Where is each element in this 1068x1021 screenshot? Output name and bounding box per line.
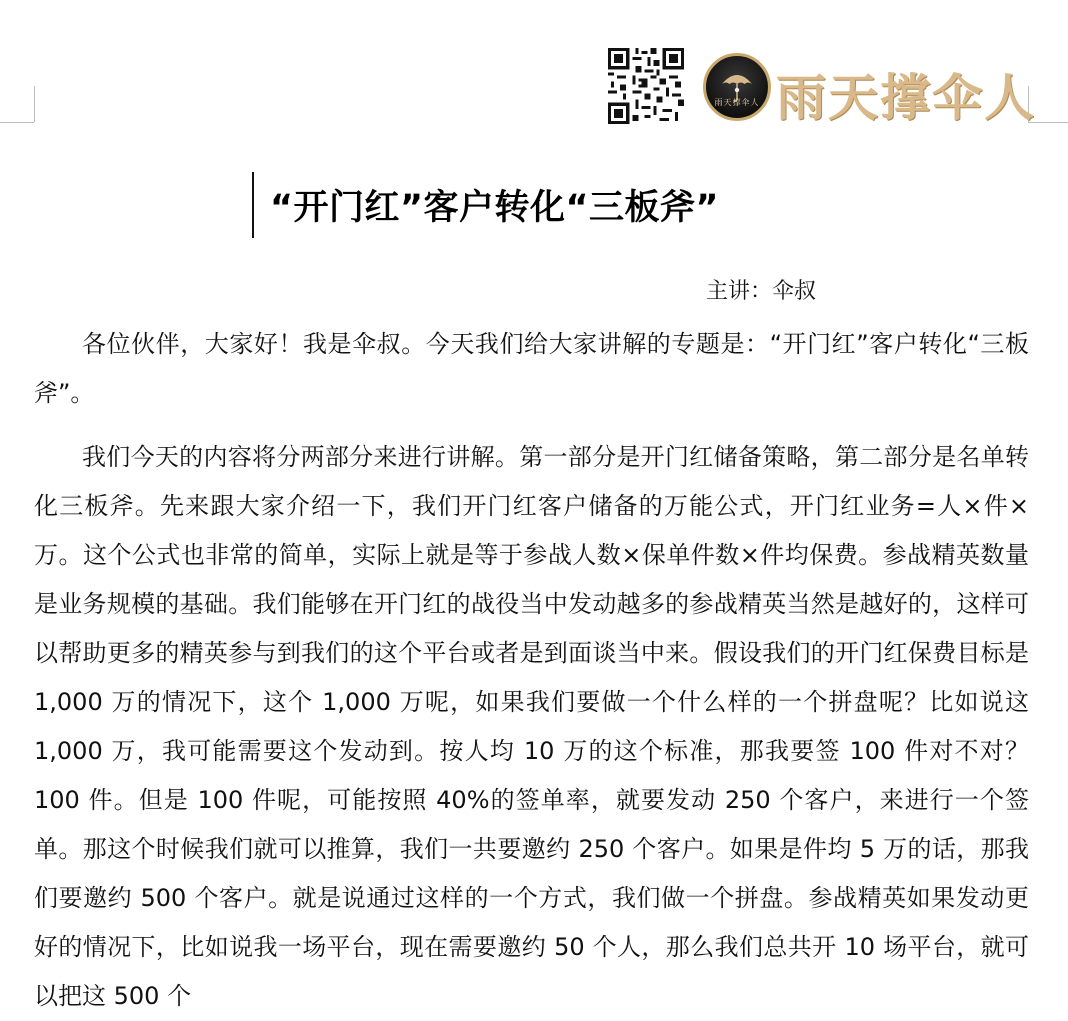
speaker-line: 主讲：伞叔 [706, 279, 817, 304]
paragraph-intro: 各位伙伴，大家好！我是伞叔。今天我们给大家讲解的专题是：“开门红”客户转化“三板斧”。 [34, 330, 1029, 407]
crop-mark-top-left-v [34, 86, 35, 122]
qr-code-icon [608, 48, 684, 124]
crop-mark-top-left-h [0, 122, 34, 123]
paragraph-body: 我们今天的内容将分两部分来进行讲解。第一部分是开门红储备策略，第二部分是名单转化三板斧。先来跟大家介绍一下，我们开门红客户储备的万能公式，开门红业务=人×件×万。这个公式也非常的简单，实际上就是等于参战人数×保单件数×件均保费。参战精英数量是业务规模的基础。我们能够在开门红的战役当中发动越多的参战精英当然是越好的，这样可以帮助更多的精英参与到我们的这个平台或者是到面谈当中来。假设我们的开门红保费目标是1,000 万的情况下，这个 1,000 万呢，如果我们要做一个什么样的一个拼盘呢？比如说这 1,000 万，我可能需要这个发动到。按人均 10 万的这个标准，那我要签 100 件对不对？100 件。但是 100 件呢，可能按照 40%的签单率，就要发动 250 个客户，来进行一个签单。那这个时候我们就可以推算，我们一共要邀约 250 个客户。如果是件均 5 万的话，那我们要邀约 500 个客户。就是说通过这样的一个方式，我们做一个拼盘。参战精英如果发动更好的情况下，比如说我一场平台，现在需要邀约 50 个人，那么我们总共开 10 场平台，就可以把这 500 个 [34, 443, 1029, 1010]
brand-logo [703, 53, 771, 121]
document-title: “开门红”客户转化“三板斧” [270, 188, 720, 228]
title-left-bar [252, 172, 254, 238]
logo-mini-text: 雨天撑伞人 [714, 98, 760, 107]
brand-name: 雨天撑伞人 [776, 69, 1036, 127]
page-header [608, 44, 1036, 127]
umbrella-icon [706, 56, 768, 118]
